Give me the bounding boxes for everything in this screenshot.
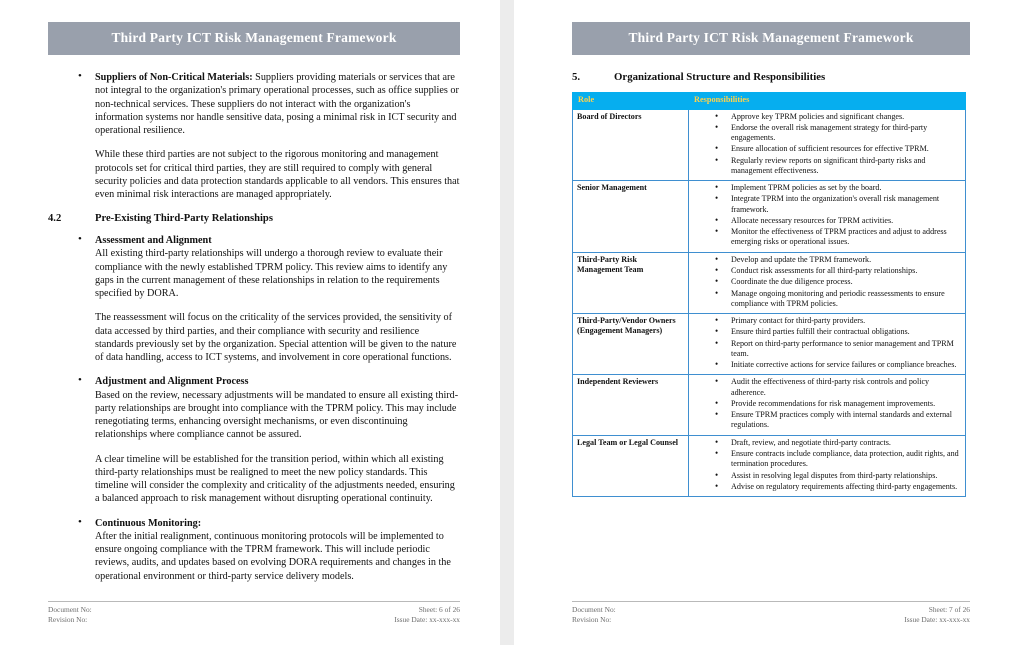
section-heading-5 [572,71,970,83]
responsibility-item: • Coordinate the due diligence process. [693,277,961,287]
page-footer-right [572,601,970,625]
column-header-role: Role [573,93,689,110]
section-number: 4.2 [48,213,62,225]
responsibility-item: • Initiate corrective actions for service failures or compliance breaches. [693,360,961,370]
page-left [0,0,500,645]
responsibility-item: • Endorse the overall risk management strategy for third-party engagements. [693,123,961,144]
table-row [573,252,966,313]
footer-issue-date: Issue Date: xx-xxx-xx [904,615,970,625]
section-number: 5. [572,71,581,83]
bullet-list-continuous-monitoring [48,517,460,583]
table-cell-responsibilities [689,109,966,181]
footer-issue-date: Issue Date: xx-xxx-xx [394,615,460,625]
responsibility-item: • Draft, review, and negotiate third-party contracts. [693,438,961,448]
section-title: Organizational Structure and Responsibilities [614,71,826,83]
page-header-banner-left: Third Party ICT Risk Management Framework [48,22,460,55]
table-row [573,435,966,496]
table-cell-role: Third-Party Risk Management Team [573,252,689,313]
responsibility-item: • Provide recommendations for risk management improvements. [693,399,961,409]
table-header-row [573,93,966,110]
bullet-list-adjustment [48,375,460,441]
list-item [48,517,460,583]
paragraph-reassessment: The reassessment will focus on the criticality of the services provided, the sensitivity of data accessed by third parties, and their compliance with security and resilience standards previously set by the organization. Special attention will be given to the nature of data handling, access to ICT systems, and involvement in core operational functions. [95,312,457,364]
responsibility-item: • Ensure allocation of sufficient resources for effective TPRM. [693,144,961,154]
table-row [573,314,966,375]
responsibility-item: • Monitor the effectiveness of TPRM practices and adjust to address emerging risks or operational issues. [693,227,961,248]
table-cell-role: Legal Team or Legal Counsel [573,435,689,496]
responsibility-item: • Ensure contracts include compliance, data protection, audit rights, and termination procedures. [693,449,961,470]
section-title: Pre-Existing Third-Party Relationships [95,213,273,225]
responsibility-item: • Manage ongoing monitoring and periodic reassessments to ensure compliance with TPRM policies. [693,289,961,310]
table-cell-responsibilities [689,314,966,375]
table-cell-role: Independent Reviewers [573,375,689,435]
table-row [573,181,966,253]
table-row [573,109,966,181]
bullet-body: Based on the review, necessary adjustments will be mandated to ensure all existing third-party relationships are brought into compliance with the TPRM policy. This may include renegotiating terms, enhancing oversight mechanisms, or even discontinuing relationships where compliance cannot be assured. [95,389,459,441]
table-cell-responsibilities [689,181,966,253]
responsibility-item: • Integrate TPRM into the organization's overall risk management framework. [693,194,961,215]
responsibility-item: • Ensure third parties fulfill their contractual obligations. [693,327,961,337]
table-body [573,109,966,497]
responsibility-item: • Approve key TPRM policies and significant changes. [693,112,961,122]
section-heading-4-2 [48,212,460,226]
responsibility-item: • Develop and update the TPRM framework. [693,255,961,265]
responsibility-item: • Allocate necessary resources for TPRM activities. [693,216,961,226]
responsibility-item: • Ensure TPRM practices comply with internal standards and external regulations. [693,410,961,431]
page-footer-left [48,601,460,625]
bullet-body: All existing third-party relationships will undergo a thorough review to evaluate their compliance with the newly established TPRM policy. This review aims to identify any gaps in the current management of these relationships in relation to the requirements specified by DORA. [95,248,448,300]
paragraph-minimal-risk: While these third parties are not subject to the rigorous monitoring and management protocols set for critical third parties, they are still required to comply with general security policies and data protection standards applicable to all vendors. This ensures that even minimal risk interactions are managed appropriately. [95,149,460,200]
left-page-body [48,71,460,583]
page-header-banner-right: Third Party ICT Risk Management Framework [572,22,970,55]
bullet-body: After the initial realignment, continuous monitoring protocols will be implemented to ensure ongoing compliance with the TPRM framework. This will include periodic reviews, audits, and updates based on evolving DORA requirements and changes in the operational environment or third-party service delivery models. [95,530,451,582]
responsibility-item: • Report on third-party performance to senior management and TPRM team. [693,339,961,360]
table-row [573,375,966,435]
bullet-lead: Suppliers of Non-Critical Materials: [95,72,253,83]
table-cell-role: Third-Party/Vendor Owners (Engagement Managers) [573,314,689,375]
footer-document-no: Document No: [48,605,92,615]
responsibility-item: • Implement TPRM policies as set by the board. [693,183,961,193]
footer-sheet: Sheet: 7 of 26 [928,605,970,615]
list-item [48,375,460,441]
responsibility-item: • Primary contact for third-party providers. [693,316,961,326]
responsibility-item: • Regularly review reports on significant third-party risks and management effectiveness. [693,156,961,177]
page-right [514,0,1014,645]
footer-document-no: Document No: [572,605,616,615]
column-header-responsibilities: Responsibilities [689,93,966,110]
list-item [48,71,460,137]
responsibility-item: • Advise on regulatory requirements affecting third-party engagements. [693,482,961,492]
list-item [48,234,460,300]
bullet-list-assessment [48,234,460,300]
paragraph-timeline: A clear timeline will be established for the transition period, within which all existing third-party relationships must be realigned to meet the new policy standards. This timeline will consider the complexity and criticality of the adjustments needed, ensuring a balanced approach to risk management without disrupting operational continuity. [95,453,455,505]
bullet-body: Suppliers providing materials or services that are not integral to the organization's primary operational processes, such as office supplies or non-technical services. These suppliers do not interact with the organization's information systems nor handle sensitive data, posing a minimal risk in ICT security and operational resilience. [95,72,459,136]
footer-revision-no: Revision No: [48,615,88,625]
table-cell-role: Senior Management [573,181,689,253]
footer-revision-no: Revision No: [572,615,612,625]
bullet-lead: Adjustment and Alignment Process [95,376,249,388]
bullet-lead: Assessment and Alignment [95,235,212,247]
table-cell-responsibilities [689,435,966,496]
responsibility-item: • Audit the effectiveness of third-party risk controls and policy adherence. [693,377,961,398]
bullet-lead: Continuous Monitoring: [95,517,202,529]
page-gutter [500,0,514,645]
responsibility-item: • Assist in resolving legal disputes from third-party relationships. [693,471,961,481]
table-cell-role: Board of Directors [573,109,689,181]
responsibility-item: • Conduct risk assessments for all third-party relationships. [693,266,961,276]
table-cell-responsibilities [689,252,966,313]
bullet-list-non-critical [48,71,460,137]
roles-responsibilities-table [572,92,966,497]
table-cell-responsibilities [689,375,966,435]
footer-sheet: Sheet: 6 of 26 [418,605,460,615]
